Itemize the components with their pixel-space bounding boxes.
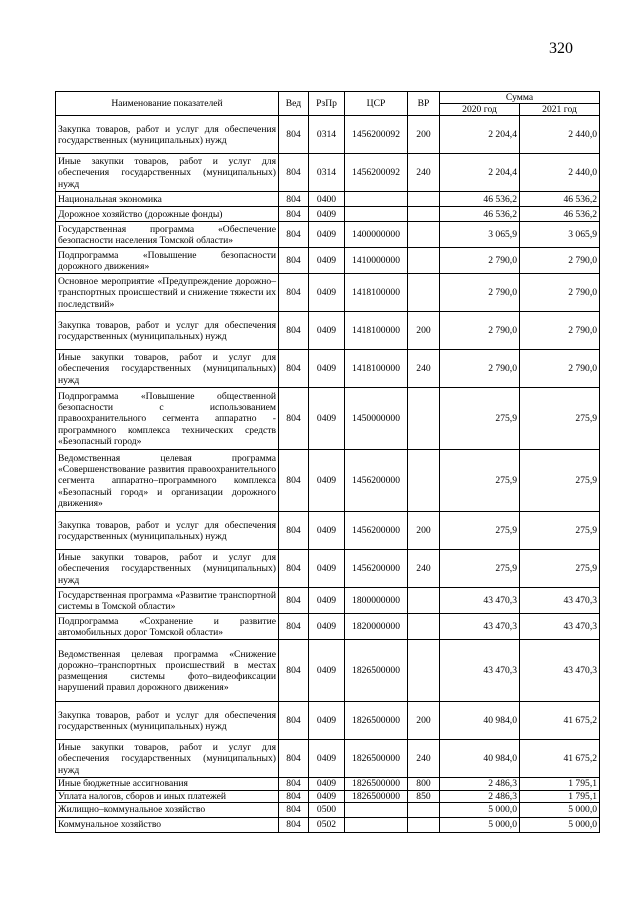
row-rzpr: 0400 — [309, 192, 345, 207]
row-name: Коммунальное хозяйство — [56, 817, 279, 832]
row-rzpr: 0409 — [309, 640, 345, 702]
row-amount-2021: 41 675,2 — [520, 702, 600, 740]
row-amount-2021: 43 470,3 — [520, 614, 600, 640]
row-vr — [408, 388, 440, 450]
row-vr — [408, 588, 440, 614]
row-amount-2021: 275,9 — [520, 512, 600, 550]
row-vr — [408, 207, 440, 222]
row-vr: 240 — [408, 154, 440, 192]
table-row — [56, 350, 600, 388]
row-amount-2020: 2 790,0 — [440, 248, 520, 274]
row-ved: 804 — [279, 588, 309, 614]
row-amount-2021: 1 795,1 — [520, 790, 600, 802]
row-rzpr: 0409 — [309, 550, 345, 588]
row-amount-2020: 43 470,3 — [440, 640, 520, 702]
row-csr: 1456200092 — [345, 154, 408, 192]
table-row — [56, 207, 600, 222]
page-number: 320 — [549, 40, 573, 57]
row-rzpr: 0409 — [309, 274, 345, 312]
row-csr — [345, 192, 408, 207]
row-ved: 804 — [279, 817, 309, 832]
col-header-csr: ЦСР — [345, 92, 408, 116]
col-header-2020: 2020 год — [440, 104, 520, 116]
row-ved: 804 — [279, 640, 309, 702]
row-amount-2020: 2 486,3 — [440, 790, 520, 802]
row-amount-2020: 40 984,0 — [440, 740, 520, 778]
row-rzpr: 0500 — [309, 802, 345, 817]
row-ved: 804 — [279, 350, 309, 388]
row-ved: 804 — [279, 702, 309, 740]
budget-table — [55, 91, 600, 833]
table-body — [56, 116, 600, 832]
row-csr: 1418100000 — [345, 350, 408, 388]
row-csr: 1456200000 — [345, 550, 408, 588]
row-vr — [408, 817, 440, 832]
row-vr — [408, 222, 440, 248]
row-vr: 200 — [408, 512, 440, 550]
row-name: Иные закупки товаров, работ и услуг для обеспечения государственных (муниципальных) нужд — [56, 154, 279, 192]
col-header-2021: 2021 год — [520, 104, 600, 116]
row-vr: 200 — [408, 702, 440, 740]
row-csr: 1826500000 — [345, 778, 408, 790]
row-ved: 804 — [279, 778, 309, 790]
table-row — [56, 817, 600, 832]
row-rzpr: 0314 — [309, 116, 345, 154]
row-ved: 804 — [279, 790, 309, 802]
row-rzpr: 0409 — [309, 450, 345, 512]
row-name: Закупка товаров, работ и услуг для обеспечения государственных (муниципальных) нужд — [56, 312, 279, 350]
row-csr: 1418100000 — [345, 312, 408, 350]
row-amount-2020: 43 470,3 — [440, 588, 520, 614]
table-row — [56, 702, 600, 740]
row-vr: 800 — [408, 778, 440, 790]
row-name: Основное мероприятие «Предупреждение дорожно–транспортных происшествий и снижение тяжести их последствий» — [56, 274, 279, 312]
row-rzpr: 0409 — [309, 702, 345, 740]
row-name: Подпрограмма «Сохранение и развитие автомобильных дорог Томской области» — [56, 614, 279, 640]
row-csr: 1820000000 — [345, 614, 408, 640]
row-csr: 1800000000 — [345, 588, 408, 614]
row-amount-2020: 275,9 — [440, 550, 520, 588]
row-vr — [408, 450, 440, 512]
table-row — [56, 192, 600, 207]
row-rzpr: 0409 — [309, 388, 345, 450]
row-vr — [408, 802, 440, 817]
row-rzpr: 0409 — [309, 350, 345, 388]
row-ved: 804 — [279, 450, 309, 512]
table-row — [56, 312, 600, 350]
row-amount-2020: 275,9 — [440, 512, 520, 550]
table-row — [56, 790, 600, 802]
row-name: Иные закупки товаров, работ и услуг для обеспечения государственных (муниципальных) нужд — [56, 740, 279, 778]
row-ved: 804 — [279, 802, 309, 817]
table-row — [56, 614, 600, 640]
row-name: Жилищно–коммунальное хозяйство — [56, 802, 279, 817]
row-amount-2021: 2 440,0 — [520, 116, 600, 154]
row-amount-2020: 5 000,0 — [440, 817, 520, 832]
row-amount-2020: 2 486,3 — [440, 778, 520, 790]
row-rzpr: 0409 — [309, 588, 345, 614]
row-vr: 200 — [408, 116, 440, 154]
row-vr: 240 — [408, 740, 440, 778]
row-csr: 1826500000 — [345, 702, 408, 740]
row-rzpr: 0409 — [309, 614, 345, 640]
table-row — [56, 116, 600, 154]
table-row — [56, 512, 600, 550]
table-row — [56, 802, 600, 817]
row-amount-2021: 5 000,0 — [520, 802, 600, 817]
row-amount-2021: 2 790,0 — [520, 274, 600, 312]
table-row — [56, 640, 600, 702]
row-ved: 804 — [279, 312, 309, 350]
row-csr: 1826500000 — [345, 640, 408, 702]
row-ved: 804 — [279, 614, 309, 640]
row-ved: 804 — [279, 512, 309, 550]
row-rzpr: 0409 — [309, 790, 345, 802]
row-ved: 804 — [279, 154, 309, 192]
col-header-rzpr: РзПр — [309, 92, 345, 116]
row-ved: 804 — [279, 248, 309, 274]
col-header-sum: Сумма — [440, 92, 600, 104]
row-ved: 804 — [279, 207, 309, 222]
row-amount-2021: 275,9 — [520, 550, 600, 588]
table-row — [56, 778, 600, 790]
row-amount-2021: 275,9 — [520, 450, 600, 512]
row-csr — [345, 207, 408, 222]
table-row — [56, 222, 600, 248]
row-amount-2021: 1 795,1 — [520, 778, 600, 790]
col-header-vr: ВР — [408, 92, 440, 116]
row-vr — [408, 640, 440, 702]
row-amount-2020: 3 065,9 — [440, 222, 520, 248]
row-amount-2021: 3 065,9 — [520, 222, 600, 248]
table-row — [56, 588, 600, 614]
row-amount-2020: 2 790,0 — [440, 312, 520, 350]
row-name: Закупка товаров, работ и услуг для обеспечения государственных (муниципальных) нужд — [56, 512, 279, 550]
row-name: Иные бюджетные ассигнования — [56, 778, 279, 790]
row-amount-2021: 2 790,0 — [520, 248, 600, 274]
row-name: Закупка товаров, работ и услуг для обеспечения государственных (муниципальных) нужд — [56, 702, 279, 740]
row-amount-2021: 2 790,0 — [520, 350, 600, 388]
row-ved: 804 — [279, 116, 309, 154]
row-rzpr: 0409 — [309, 512, 345, 550]
row-ved: 804 — [279, 388, 309, 450]
row-ved: 804 — [279, 222, 309, 248]
row-csr — [345, 817, 408, 832]
row-name: Государственная программа «Развитие транспортной системы в Томской области» — [56, 588, 279, 614]
row-amount-2020: 46 536,2 — [440, 192, 520, 207]
row-rzpr: 0502 — [309, 817, 345, 832]
row-rzpr: 0314 — [309, 154, 345, 192]
row-rzpr: 0409 — [309, 778, 345, 790]
row-amount-2021: 41 675,2 — [520, 740, 600, 778]
row-csr: 1450000000 — [345, 388, 408, 450]
row-amount-2021: 43 470,3 — [520, 588, 600, 614]
row-amount-2020: 5 000,0 — [440, 802, 520, 817]
table-row — [56, 740, 600, 778]
row-rzpr: 0409 — [309, 207, 345, 222]
row-name: Ведомственная целевая программа «Совершенствование развития правоохранительного сегмента аппаратно–программного комплекса «Безопасный город» и организации дорожного движения» — [56, 450, 279, 512]
row-amount-2021: 2 440,0 — [520, 154, 600, 192]
row-rzpr: 0409 — [309, 740, 345, 778]
row-amount-2021: 2 790,0 — [520, 312, 600, 350]
table-row — [56, 248, 600, 274]
row-vr — [408, 192, 440, 207]
col-header-name: Наименование показателей — [56, 92, 279, 116]
row-amount-2021: 46 536,2 — [520, 192, 600, 207]
row-ved: 804 — [279, 274, 309, 312]
row-amount-2021: 5 000,0 — [520, 817, 600, 832]
row-vr: 240 — [408, 350, 440, 388]
row-name: Дорожное хозяйство (дорожные фонды) — [56, 207, 279, 222]
table-row — [56, 388, 600, 450]
row-amount-2020: 43 470,3 — [440, 614, 520, 640]
row-amount-2020: 2 790,0 — [440, 274, 520, 312]
row-csr: 1456200000 — [345, 512, 408, 550]
row-amount-2020: 46 536,2 — [440, 207, 520, 222]
row-csr: 1456200092 — [345, 116, 408, 154]
row-amount-2020: 275,9 — [440, 388, 520, 450]
row-vr — [408, 248, 440, 274]
row-csr: 1418100000 — [345, 274, 408, 312]
row-ved: 804 — [279, 550, 309, 588]
row-csr: 1826500000 — [345, 740, 408, 778]
row-amount-2021: 46 536,2 — [520, 207, 600, 222]
row-name: Уплата налогов, сборов и иных платежей — [56, 790, 279, 802]
row-csr: 1400000000 — [345, 222, 408, 248]
table-row — [56, 450, 600, 512]
row-ved: 804 — [279, 192, 309, 207]
row-amount-2020: 2 204,4 — [440, 154, 520, 192]
col-header-ved: Вед — [279, 92, 309, 116]
row-csr: 1410000000 — [345, 248, 408, 274]
row-vr: 200 — [408, 312, 440, 350]
row-csr — [345, 802, 408, 817]
row-amount-2020: 275,9 — [440, 450, 520, 512]
row-vr — [408, 614, 440, 640]
row-vr: 850 — [408, 790, 440, 802]
row-rzpr: 0409 — [309, 312, 345, 350]
row-amount-2021: 43 470,3 — [520, 640, 600, 702]
table-row — [56, 154, 600, 192]
row-csr: 1826500000 — [345, 790, 408, 802]
row-vr: 240 — [408, 550, 440, 588]
row-amount-2021: 275,9 — [520, 388, 600, 450]
row-amount-2020: 2 790,0 — [440, 350, 520, 388]
row-csr: 1456200000 — [345, 450, 408, 512]
row-rzpr: 0409 — [309, 248, 345, 274]
row-amount-2020: 40 984,0 — [440, 702, 520, 740]
row-amount-2020: 2 204,4 — [440, 116, 520, 154]
row-name: Национальная экономика — [56, 192, 279, 207]
row-name: Закупка товаров, работ и услуг для обеспечения государственных (муниципальных) нужд — [56, 116, 279, 154]
row-rzpr: 0409 — [309, 222, 345, 248]
row-name: Государственная программа «Обеспечение безопасности населения Томской области» — [56, 222, 279, 248]
row-name: Подпрограмма «Повышение общественной безопасности с использованием правоохранительного сегмента аппаратно - программного комплекса технических средств «Безопасный город» — [56, 388, 279, 450]
row-name: Подпрограмма «Повышение безопасности дорожного движения» — [56, 248, 279, 274]
table-row — [56, 274, 600, 312]
table-row — [56, 550, 600, 588]
row-name: Ведомственная целевая программа «Снижение дорожно–транспортных происшествий в местах размещения системы фото–видеофиксации нарушений правил дорожного движения» — [56, 640, 279, 702]
row-name: Иные закупки товаров, работ и услуг для обеспечения государственных (муниципальных) нужд — [56, 550, 279, 588]
row-name: Иные закупки товаров, работ и услуг для обеспечения государственных (муниципальных) нужд — [56, 350, 279, 388]
row-vr — [408, 274, 440, 312]
row-ved: 804 — [279, 740, 309, 778]
